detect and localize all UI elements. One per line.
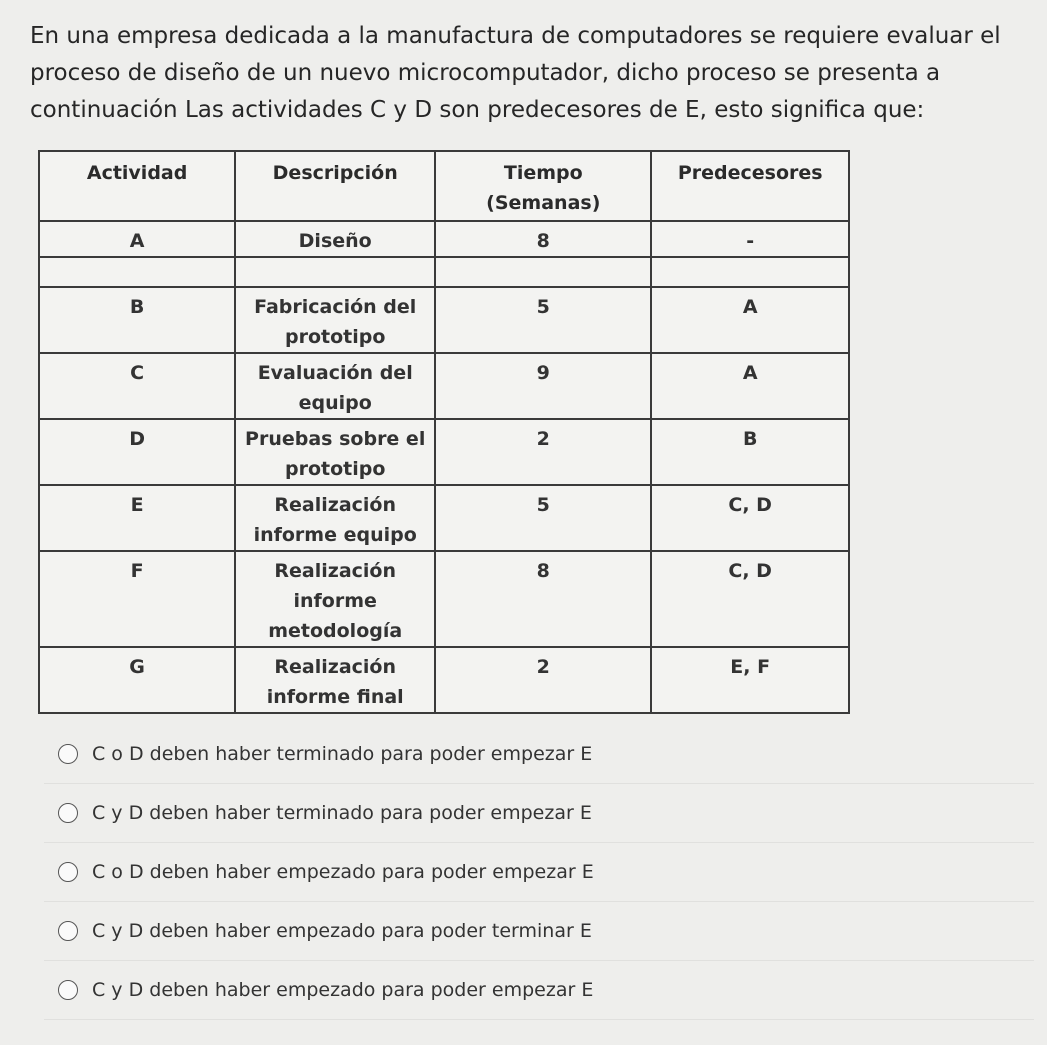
activities-table — [38, 150, 850, 714]
option-label: C y D deben haber empezado para poder empezar E — [92, 979, 594, 1001]
table-row — [39, 419, 849, 485]
answer-option-3[interactable] — [44, 843, 1034, 902]
table-row — [39, 353, 849, 419]
question-line: En una empresa dedicada a la manufactura de computadores se requiere evaluar el — [30, 23, 1001, 49]
answer-option-1[interactable] — [44, 725, 1034, 784]
cell-predecesores: A — [651, 287, 849, 353]
table-row — [39, 221, 849, 257]
header-descripcion: Descripción — [235, 151, 435, 221]
cell-actividad: E — [39, 485, 235, 551]
cell-tiempo: 5 — [435, 287, 651, 353]
cell-actividad: G — [39, 647, 235, 713]
table-row — [39, 647, 849, 713]
cell-actividad: B — [39, 287, 235, 353]
answer-option-2[interactable] — [44, 784, 1034, 843]
answer-option-5[interactable] — [44, 961, 1034, 1020]
cell-tiempo: 5 — [435, 485, 651, 551]
radio-button[interactable] — [58, 803, 78, 823]
answer-option-4[interactable] — [44, 902, 1034, 961]
table-row — [39, 551, 849, 647]
cell-descripcion: Realización informe equipo — [235, 485, 435, 551]
header-actividad: Actividad — [39, 151, 235, 221]
question-text — [30, 18, 1030, 129]
cell-descripcion — [235, 257, 435, 287]
cell-tiempo: 8 — [435, 221, 651, 257]
cell-actividad: D — [39, 419, 235, 485]
cell-tiempo: 2 — [435, 419, 651, 485]
cell-descripcion: Realización informe metodología — [235, 551, 435, 647]
question-line: continuación Las actividades C y D son predecesores de E, esto significa que: — [30, 97, 925, 123]
table-row — [39, 485, 849, 551]
cell-predecesores: A — [651, 353, 849, 419]
cell-tiempo: 2 — [435, 647, 651, 713]
cell-tiempo: 9 — [435, 353, 651, 419]
option-label: C y D deben haber terminado para poder empezar E — [92, 802, 592, 824]
cell-predecesores: B — [651, 419, 849, 485]
cell-descripcion: Fabricación del prototipo — [235, 287, 435, 353]
cell-descripcion: Diseño — [235, 221, 435, 257]
cell-descripcion: Pruebas sobre el prototipo — [235, 419, 435, 485]
cell-actividad: A — [39, 221, 235, 257]
cell-predecesores: E, F — [651, 647, 849, 713]
cell-predecesores — [651, 257, 849, 287]
cell-predecesores: - — [651, 221, 849, 257]
header-predecesores: Predecesores — [651, 151, 849, 221]
table-row-empty — [39, 257, 849, 287]
answer-options — [44, 725, 1034, 1020]
option-label: C y D deben haber empezado para poder terminar E — [92, 920, 592, 942]
cell-actividad: C — [39, 353, 235, 419]
radio-button[interactable] — [58, 862, 78, 882]
radio-button[interactable] — [58, 921, 78, 941]
cell-predecesores: C, D — [651, 485, 849, 551]
question-line: proceso de diseño de un nuevo microcomputador, dicho proceso se presenta a — [30, 60, 941, 86]
radio-button[interactable] — [58, 980, 78, 1000]
cell-actividad: F — [39, 551, 235, 647]
cell-tiempo — [435, 257, 651, 287]
table-header-row — [39, 151, 849, 221]
cell-actividad — [39, 257, 235, 287]
table-row — [39, 287, 849, 353]
option-label: C o D deben haber empezado para poder empezar E — [92, 861, 594, 883]
cell-predecesores: C, D — [651, 551, 849, 647]
cell-tiempo: 8 — [435, 551, 651, 647]
radio-button[interactable] — [58, 744, 78, 764]
cell-descripcion: Realización informe final — [235, 647, 435, 713]
cell-descripcion: Evaluación del equipo — [235, 353, 435, 419]
header-tiempo: Tiempo (Semanas) — [435, 151, 651, 221]
option-label: C o D deben haber terminado para poder empezar E — [92, 743, 593, 765]
